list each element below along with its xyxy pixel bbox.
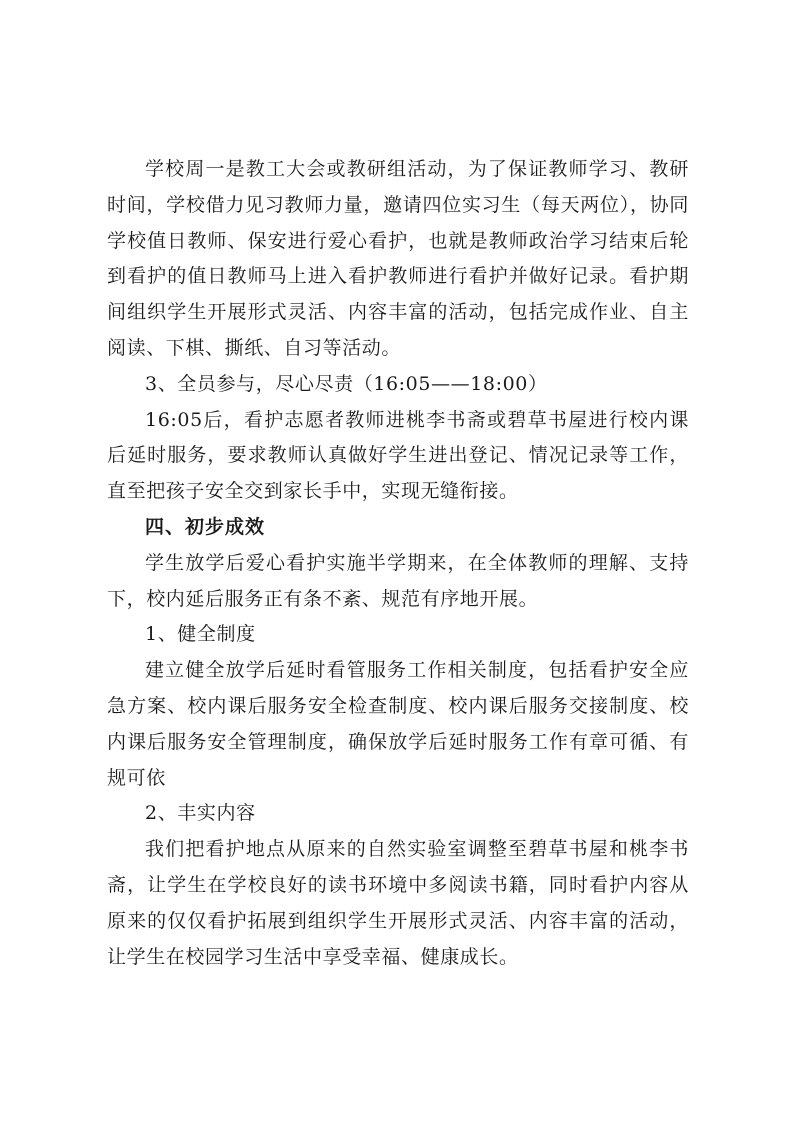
item-heading-full-participation: 3、全员参与，尽心尽责（16:05——18:00） xyxy=(145,372,548,395)
paragraph-after-school-service: 16:05后，看护志愿者教师进桃李书斋或碧草书屋进行校内课后延时服务，要求教师认真做好学生进出登记、情况记录等工作，直至把孩子安全交到家长手中，实现无缝衔接。 xyxy=(107,408,689,503)
paragraph-content-details: 我们把看护地点从原来的自然实验室调整至碧草书屋和桃李书斋，让学生在学校良好的读书环境中多阅读书籍，同时看护内容从原来的仅仅看护拓展到组织学生开展形式灵活、内容丰富的活动，让学生在校园学习生活中享受幸福、健康成长。 xyxy=(107,838,689,968)
section-heading-initial-results: 四、初步成效 xyxy=(145,515,266,538)
paragraph-results-summary: 学生放学后爱心看护实施半学期来，在全体教师的理解、支持下，校内延后服务正有条不紊、规范有序地开展。 xyxy=(107,551,689,610)
item-heading-improve-system: 1、健全制度 xyxy=(145,623,256,646)
item-heading-enrich-content: 2、丰实内容 xyxy=(145,802,256,825)
paragraph-weekly-schedule: 学校周一是教工大会或教研组活动，为了保证教师学习、教研时间，学校借力见习教师力量，邀请四位实习生（每天两位），协同学校值日教师、保安进行爱心看护，也就是教师政治学习结束后轮到看护的值日教师马上进入看护教师进行看护并做好记录。看护期间组织学生开展形式灵活、内容丰富的活动，包括完成作业、自主阅读、下棋、撕纸、自习等活动。 xyxy=(107,158,689,359)
document-body xyxy=(107,152,689,975)
paragraph-system-details: 建立健全放学后延时看管服务工作相关制度，包括看护安全应急方案、校内课后服务安全检查制度、校内课后服务交接制度、校内课后服务安全管理制度，确保放学后延时服务工作有章可循、有规可依 xyxy=(107,659,689,789)
